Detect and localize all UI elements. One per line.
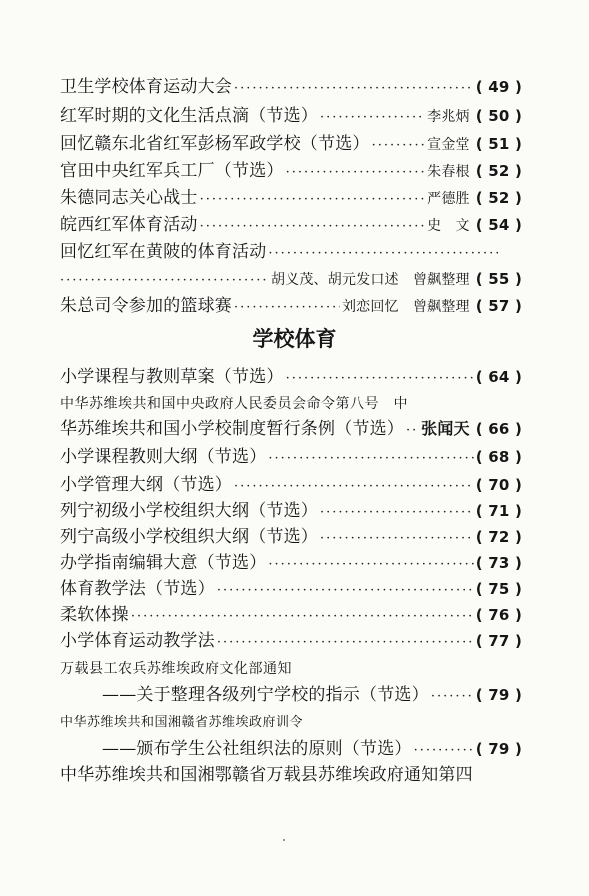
dot-leader <box>406 420 419 442</box>
entry-title: 办学指南编辑大意（节选） <box>60 553 267 573</box>
toc-entry <box>60 446 522 470</box>
entry-title: 列宁高级小学校组织大纲（节选） <box>60 527 318 547</box>
entry-title: 红军时期的文化生活点滴（节选） <box>60 106 318 126</box>
entry-title: 朱总司令参加的篮球赛 <box>60 296 232 316</box>
dot-leader <box>60 270 269 292</box>
page-number: ( 70 ) <box>475 476 522 494</box>
entry-author: 李兆炳 <box>427 109 470 125</box>
entry-title: 中华苏维埃共和国湘鄂赣省万载县苏维埃政府通知第四 <box>60 765 473 785</box>
toc-entry <box>60 658 522 680</box>
page-number: ( 64 ) <box>475 368 522 386</box>
entry-title: 小学体育运动教学法 <box>60 631 215 651</box>
dot-leader <box>217 580 474 602</box>
dot-leader <box>268 554 473 576</box>
toc-entry <box>60 712 522 734</box>
toc-entry <box>60 76 522 100</box>
page-number: ( 51 ) <box>475 135 522 153</box>
page-number: ( 52 ) <box>475 162 522 180</box>
toc-entry-continued <box>60 268 522 292</box>
page-number: ( 55 ) <box>475 270 522 288</box>
toc-entry <box>60 295 522 319</box>
entry-title: 小学课程与教则草案（节选） <box>60 367 284 387</box>
entry-title: 皖西红军体育活动 <box>60 215 198 235</box>
toc-entry <box>60 552 522 576</box>
entry-title: 万载县工农兵苏维埃政府文化部通知 <box>60 661 292 677</box>
toc-entry <box>60 105 522 129</box>
dot-leader <box>131 606 474 628</box>
toc-entry <box>60 393 522 415</box>
page-number: ( 77 ) <box>475 632 522 650</box>
section-title: 学校体育 <box>252 327 337 351</box>
toc-entry <box>60 764 530 786</box>
entry-author: 史 文 <box>427 218 470 234</box>
toc-entry <box>60 500 522 524</box>
page-number: ( 72 ) <box>475 528 522 546</box>
entry-title: 官田中央红军兵工厂（节选） <box>60 161 284 181</box>
entry-author: 胡义茂、胡元发口述 曾飙整理 <box>270 272 470 288</box>
toc-entry <box>60 187 522 211</box>
entry-title: 卫生学校体育运动大会 <box>60 77 232 97</box>
dot-leader <box>372 135 426 157</box>
toc-entry <box>60 630 522 654</box>
page-number: ( 79 ) <box>475 686 522 704</box>
toc-entry <box>60 241 500 265</box>
entry-title: 列宁初级小学校组织大纲（节选） <box>60 501 318 521</box>
toc-entry <box>60 604 522 628</box>
toc-entry-continued <box>60 418 522 442</box>
toc-entry <box>60 214 522 238</box>
print-speck <box>283 839 285 841</box>
page-number: ( 76 ) <box>475 606 522 624</box>
toc-entry <box>60 160 522 184</box>
page-number: ( 54 ) <box>475 216 522 234</box>
dot-leader <box>234 476 474 498</box>
dot-leader <box>320 107 425 129</box>
dot-leader <box>200 216 426 238</box>
entry-title: 回忆赣东北省红军彭杨军政学校（节选） <box>60 134 370 154</box>
entry-author: 刘恋回忆 曾飙整理 <box>341 299 470 315</box>
toc-entry-continued <box>102 684 522 708</box>
dot-leader <box>217 632 474 654</box>
dot-leader <box>320 502 474 524</box>
entry-title: 小学管理大纲（节选） <box>60 475 232 495</box>
entry-title: 中华苏维埃共和国湘赣省苏维埃政府训令 <box>60 715 304 730</box>
dot-leader <box>200 189 426 211</box>
entry-title: 中华苏维埃共和国中央政府人民委员会命令第八号 中 <box>60 396 408 412</box>
toc-entry <box>60 474 522 498</box>
dot-leader <box>320 528 474 550</box>
dot-leader <box>268 448 473 470</box>
page-number: ( 49 ) <box>475 78 522 96</box>
page-number: ( 66 ) <box>475 420 522 438</box>
entry-author: 朱春根 <box>427 164 470 180</box>
dot-leader <box>286 368 474 390</box>
page-number: ( 68 ) <box>475 448 522 466</box>
entry-title: 朱德同志关心战士 <box>60 188 198 208</box>
toc-entry <box>60 526 522 550</box>
entry-author: 张闻天 <box>421 419 470 438</box>
page-number: ( 50 ) <box>475 107 522 125</box>
dot-leader <box>234 78 474 100</box>
entry-title: ——颁布学生公社组织法的原则（节选） <box>102 739 412 759</box>
dot-leader <box>268 243 498 265</box>
page-number: ( 79 ) <box>475 740 522 758</box>
page-number: ( 73 ) <box>475 554 522 572</box>
entry-title: 回忆红军在黄陂的体育活动 <box>60 242 267 262</box>
dot-leader <box>431 686 474 708</box>
entry-title: 华苏维埃共和国小学校制度暂行条例（节选） <box>60 419 404 439</box>
entry-author: 严德胜 <box>427 191 470 207</box>
dot-leader <box>234 297 340 319</box>
page-number: ( 71 ) <box>475 502 522 520</box>
entry-author: 宣金堂 <box>427 137 470 153</box>
page-number: ( 57 ) <box>475 297 522 315</box>
dot-leader <box>286 162 426 184</box>
page-number: ( 52 ) <box>475 189 522 207</box>
entry-title: ——关于整理各级列宁学校的指示（节选） <box>102 685 429 705</box>
page-number: ( 75 ) <box>475 580 522 598</box>
toc-entry <box>60 133 522 157</box>
entry-title: 小学课程教则大纲（节选） <box>60 447 267 467</box>
toc-entry <box>60 366 522 390</box>
toc-entry <box>60 578 522 602</box>
toc-entry-continued <box>102 738 522 762</box>
entry-title: 体育教学法（节选） <box>60 579 215 599</box>
dot-leader <box>414 740 474 762</box>
entry-title: 柔软体操 <box>60 605 129 625</box>
